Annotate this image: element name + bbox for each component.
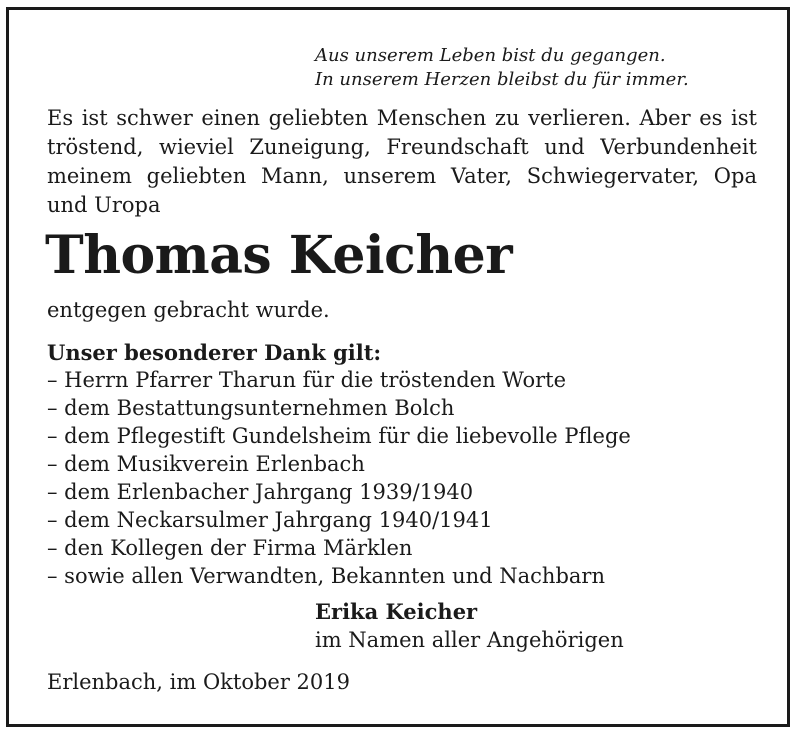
thanks-item: – dem Bestattungsunternehmen Bolch — [47, 396, 455, 420]
signer-note: im Namen aller Angehörigen — [315, 628, 624, 652]
thanks-item: – sowie allen Verwandten, Bekannten und Nachbarn — [47, 564, 605, 588]
motto-line-1: Aus unserem Leben bist du gegangen. — [315, 45, 666, 66]
motto — [315, 44, 689, 92]
thanks-item: – dem Musikverein Erlenbach — [47, 452, 365, 476]
intro-line-3: meinem geliebten Mann, unserem Vater, Schwiegervater, Opa — [47, 164, 757, 188]
thanks-item: – den Kollegen der Firma Märklen — [47, 536, 413, 560]
deceased-name: Thomas Keicher — [45, 225, 513, 286]
thanks-list — [47, 366, 631, 590]
signer-name: Erika Keicher — [315, 599, 478, 624]
thanks-item: – dem Neckarsulmer Jahrgang 1940/1941 — [47, 508, 493, 532]
motto-line-2: In unserem Herzen bleibst du für immer. — [315, 69, 689, 90]
thanks-item: – dem Erlenbacher Jahrgang 1939/1940 — [47, 480, 474, 504]
intro-paragraph — [47, 104, 757, 220]
after-name-text: entgegen gebracht wurde. — [47, 298, 330, 322]
intro-line-2: tröstend, wieviel Zuneigung, Freundschaft und Verbundenheit — [47, 135, 757, 159]
thanks-heading: Unser besonderer Dank gilt: — [47, 340, 382, 365]
thanks-item: – dem Pflegestift Gundelsheim für die liebevolle Pflege — [47, 424, 631, 448]
intro-line-4: und Uropa — [47, 193, 161, 217]
intro-line-1: Es ist schwer einen geliebten Menschen zu verlieren. Aber es ist — [47, 106, 757, 130]
place-date: Erlenbach, im Oktober 2019 — [47, 670, 350, 694]
thanks-item: – Herrn Pfarrer Tharun für die tröstenden Worte — [47, 368, 566, 392]
